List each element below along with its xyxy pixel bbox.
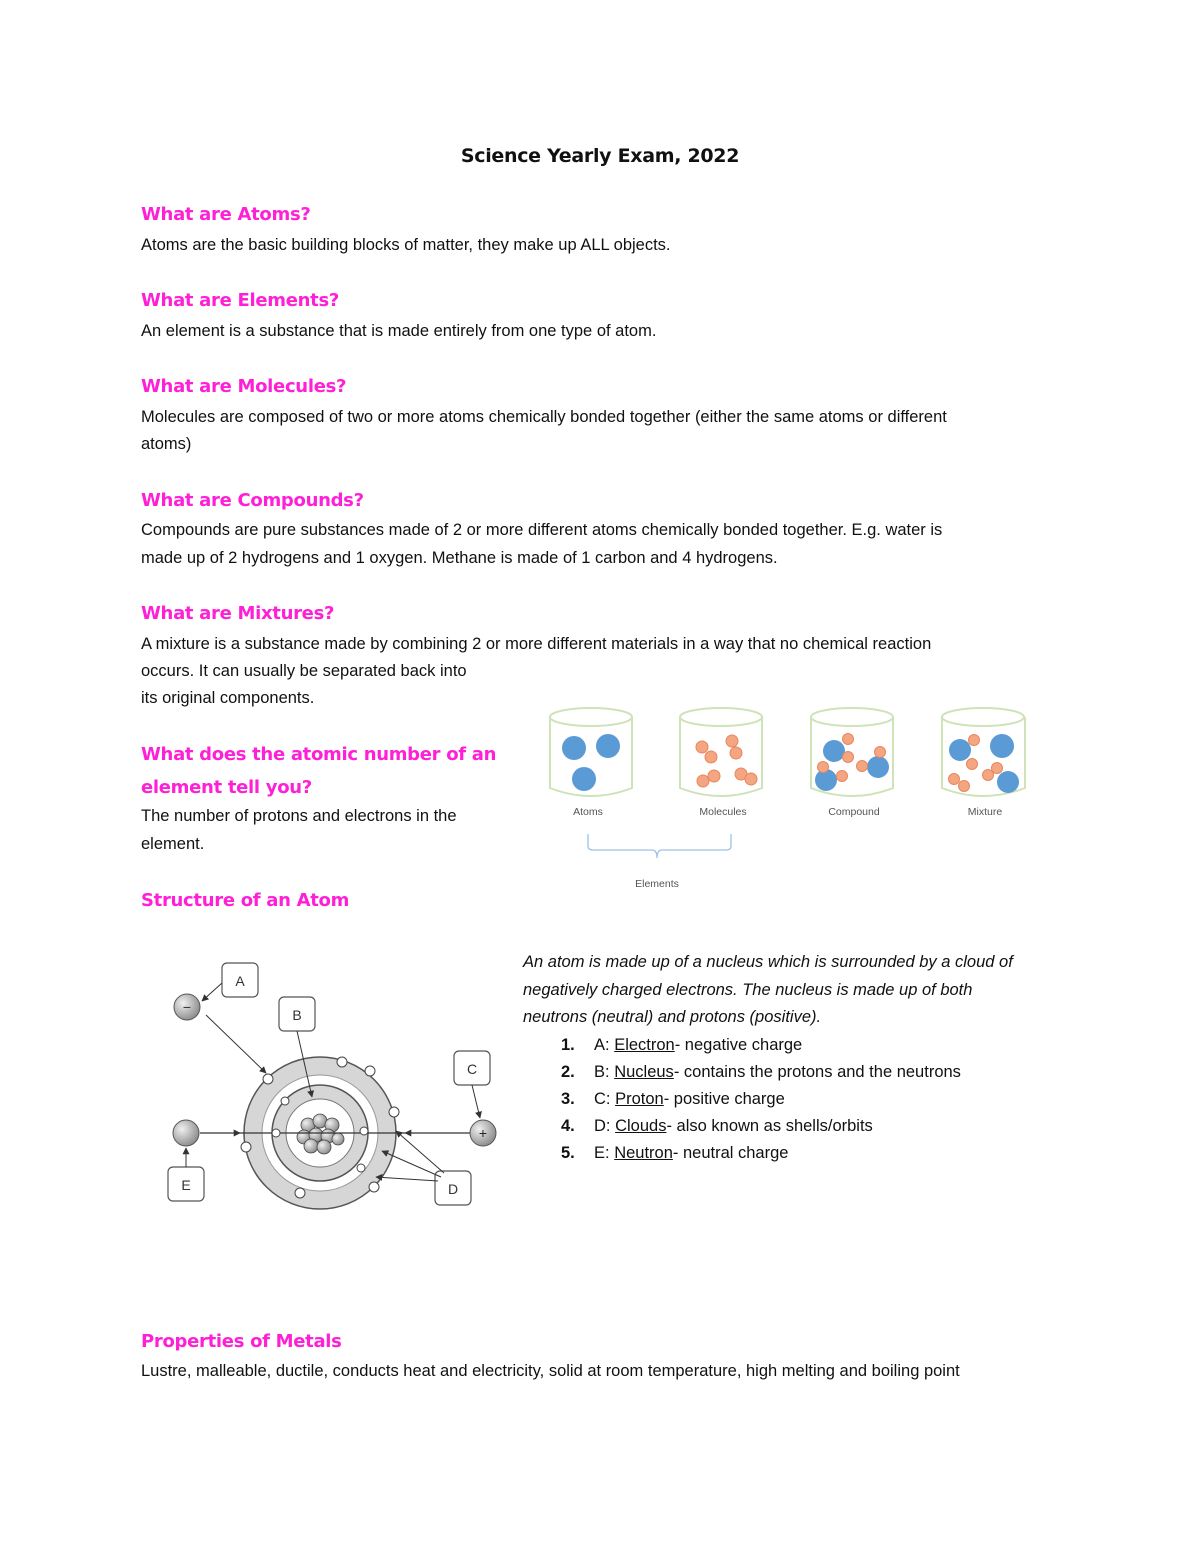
list-item: 5. E: Neutron- neutral charge	[561, 1144, 789, 1162]
structure-desc-line1: An atom is made up of a nucleus which is surrounded by a cloud of	[523, 953, 1013, 971]
atom-structure-diagram	[160, 955, 505, 1210]
structure-desc-line2: negatively charged electrons. The nucleus is made up of both	[523, 981, 973, 999]
label-molecules: Molecules	[699, 806, 747, 818]
list-item: 1. A: Electron- negative charge	[561, 1036, 803, 1054]
heading-atoms: What are Atoms?	[141, 204, 311, 225]
heading-metals: Properties of Metals	[141, 1331, 342, 1352]
list-item: 3. C: Proton- positive charge	[561, 1090, 785, 1108]
neutron-ball	[173, 1120, 199, 1146]
text-compounds-line2: made up of 2 hydrogens and 1 oxygen. Methane is made of 1 carbon and 4 hydrogens.	[141, 549, 778, 567]
label-b: B	[292, 1007, 302, 1023]
text-mixtures-line2: occurs. It can usually be separated back into	[141, 662, 467, 680]
label-atoms: Atoms	[573, 806, 603, 818]
matter-jars-figure	[540, 700, 1040, 900]
elements-bracket	[588, 834, 731, 858]
page-title: Science Yearly Exam, 2022	[460, 145, 740, 167]
text-atomic-number-line1: The number of protons and electrons in the	[141, 807, 457, 825]
heading-molecules: What are Molecules?	[141, 376, 347, 397]
electron-sign: −	[182, 999, 192, 1015]
atom-parts-list	[523, 1032, 1083, 1167]
heading-atomic-number-line1: What does the atomic number of an	[141, 744, 497, 765]
label-a: A	[235, 973, 245, 989]
label-mixture: Mixture	[967, 806, 1003, 818]
list-item: 2. B: Nucleus- contains the protons and the neutrons	[561, 1063, 961, 1081]
label-d: D	[447, 1181, 459, 1197]
label-e: E	[181, 1177, 191, 1193]
text-mixtures-line1: A mixture is a substance made by combining 2 or more different materials in a way that no chemical reaction	[141, 635, 932, 653]
heading-structure: Structure of an Atom	[141, 890, 350, 911]
text-compounds-line1: Compounds are pure substances made of 2 or more different atoms chemically bonded together. E.g. water is	[141, 521, 943, 539]
list-item: 4. D: Clouds- also known as shells/orbits	[561, 1117, 873, 1135]
proton-sign: +	[478, 1125, 488, 1141]
label-c: C	[466, 1061, 478, 1077]
text-molecules-line2: atoms)	[141, 435, 192, 453]
structure-desc-line3: neutrons (neutral) and protons (positive).	[523, 1008, 822, 1026]
text-elements: An element is a substance that is made entirely from one type of atom.	[141, 322, 657, 340]
text-metals: Lustre, malleable, ductile, conducts heat and electricity, solid at room temperature, high melting and boiling point	[141, 1362, 960, 1380]
text-atoms: Atoms are the basic building blocks of matter, they make up ALL objects.	[141, 236, 671, 254]
heading-atomic-number-line2: element tell you?	[141, 777, 312, 798]
label-elements: Elements	[635, 878, 679, 890]
label-compound: Compound	[828, 806, 880, 818]
heading-elements: What are Elements?	[141, 290, 339, 311]
text-mixtures-line3: its original components.	[141, 689, 315, 707]
heading-mixtures: What are Mixtures?	[141, 603, 335, 624]
text-atomic-number-line2: element.	[141, 835, 205, 853]
text-molecules-line1: Molecules are composed of two or more atoms chemically bonded together (either the same atoms or different	[141, 408, 947, 426]
heading-compounds: What are Compounds?	[141, 490, 364, 511]
